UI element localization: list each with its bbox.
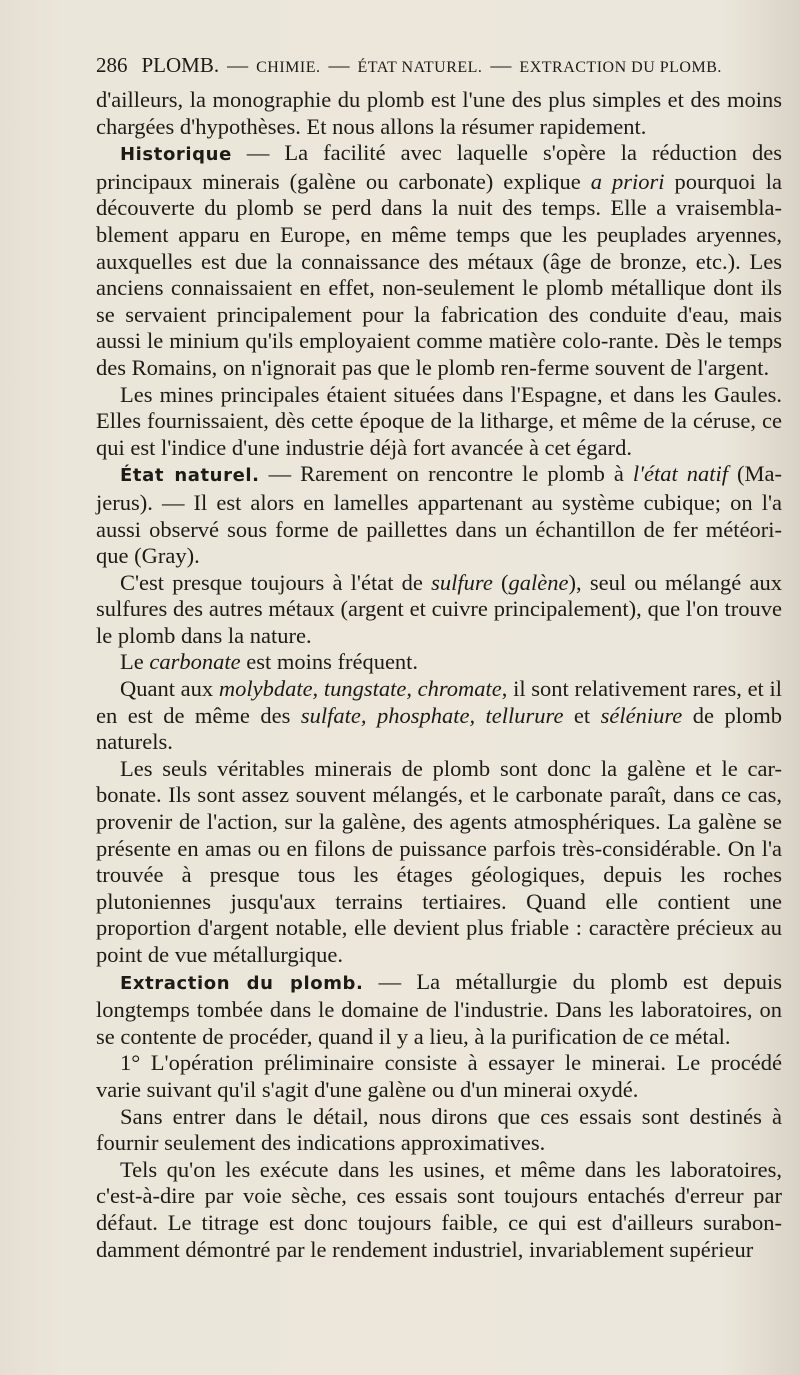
text-run: ), seul ou mélangé aux sulfures des autres métaux (argent et cuivre principalement), que l'on trouve le plomb dans la nature. [96,569,782,648]
text-run: 1° L'opération préliminaire consiste à essayer le minerai. Le procédé varie suivant qu'il s'agit d'une galène ou d'un minerai oxydé. [96,1050,782,1102]
body-text [96,87,782,1263]
text-run: et [563,702,601,728]
text-run: C'est presque toujours à l'état de [120,569,432,595]
header-section-extraction: EXTRACTION DU PLOMB. [519,59,722,76]
text-run: (Ma-jerus). — Il est alors en lamelles appartenant au système cubique; on l'a aussi observé sous forme de paillettes dans un échantillon de fer météori-que (Gray). [96,461,782,569]
text-run: ( [492,569,509,595]
paragraph [96,570,782,650]
italic-term: sulfate, phosphate, tellurure [300,702,564,728]
text-run: de plomb naturels. [96,702,782,755]
header-section-chimie: CHIMIE. [256,59,321,76]
paragraph [96,461,782,569]
text-run: — La métallurgie du plomb est depuis longtemps tombée dans le domaine de l'industrie. Dans les laboratoires, on se contente de procéder, quand il y a lieu, à la purification de ce métal. [96,968,782,1049]
text-run: Les seuls véritables minerais de plomb sont donc la galène et le car-bonate. Ils sont assez souvent mélangés, et le carbonate paraît, dans ce cas, provenir de l'action, sur la galène, des agents atmosphériques. La galène se présente en amas ou en filons de puissance parfois très-considérable. On l'a trouvée à presque tous les étages géologiques, depuis les roches plutoniennes jusqu'aux terrains tertiaires. Quand elle contient une proportion d'argent notable, elle devient plus friable : caractère précieux au point de vue métallurgique. [96,755,782,967]
text-run: pourquoi la découverte du plomb se perd dans la nuit des temps. Elle a vraisembla-blement apparu en Europe, en même temps que les peuplades aryennes, auxquelles est due la connaissance des métaux (âge de bronze, etc.). Les anciens connaissaient en effet, non-seulement le plomb métallique dont ils se servaient principalement pour la fabrication des conduite d'eau, mais aussi le minium qu'ils employaient comme matière colo-rante. Dès le temps des Romains, on n'ignorait pas que le plomb ren-ferme souvent de l'argent. [96,168,782,380]
section-heading: Historique [120,144,232,166]
header-section-etat-naturel: ÉTAT NATUREL. [357,59,483,76]
header-separator: — [227,53,249,77]
italic-term: a priori [590,168,665,194]
text-run: d'ailleurs, la monographie du plomb est l'une des plus simples et des moins chargées d'hypothèses. Et nous allons la résumer rapidement. [96,87,782,139]
italic-term: carbonate [149,649,241,675]
text-run: Les mines principales étaient situées dans l'Espagne, et dans les Gaules. Elles fournissaient, dès cette époque de la litharge, et même de la céruse, ce qui est l'indice d'une industrie déjà fort avancée à cet égard. [96,381,782,460]
paragraph [96,676,782,756]
paragraph [96,382,782,462]
italic-term: sulfure [431,569,493,595]
page-number: 286 [96,53,128,77]
paragraph [96,756,782,969]
italic-term: l'état natif [632,461,728,487]
running-header [96,52,782,81]
text-run: Tels qu'on les exécute dans les usines, et même dans les laboratoires, c'est-à-dire par voie sèche, ces essais sont toujours entachés d'erreur par défaut. Le titrage est donc toujours faible, ce qui est d'ailleurs surabon-damment démontré par le rendement industriel, invariablement supérieur [96,1156,782,1262]
italic-term: molybdate, tungstate, chromate [218,676,502,702]
text-run: , il sont relativement rares, et il en est de même des [96,676,782,728]
paragraph [96,1104,782,1157]
header-separator: — [328,53,350,77]
paragraph [96,1050,782,1103]
italic-term: galène [508,569,569,595]
italic-term: séléniure [600,702,683,728]
paragraph [96,140,782,381]
header-title: PLOMB. [141,53,220,77]
text-run: est moins fréquent. [240,649,419,675]
paragraph [96,649,782,676]
text-run: Sans entrer dans le détail, nous dirons que ces essais sont destinés à fournir seulement des indications approximatives. [96,1103,782,1156]
text-run: — La facilité avec laquelle s'opère la réduction des principaux minerais (galène ou carbonate) explique [96,140,782,194]
text-run: Quant aux [120,676,219,702]
paragraph [96,87,782,140]
text-run: Le [120,649,150,675]
header-separator: — [490,53,512,77]
paragraph [96,969,782,1051]
section-heading: État naturel. [120,465,260,487]
paragraph [96,1157,782,1263]
text-run: — Rarement on rencontre le plomb à [259,461,633,487]
section-heading: Extraction du plomb. [120,972,364,994]
